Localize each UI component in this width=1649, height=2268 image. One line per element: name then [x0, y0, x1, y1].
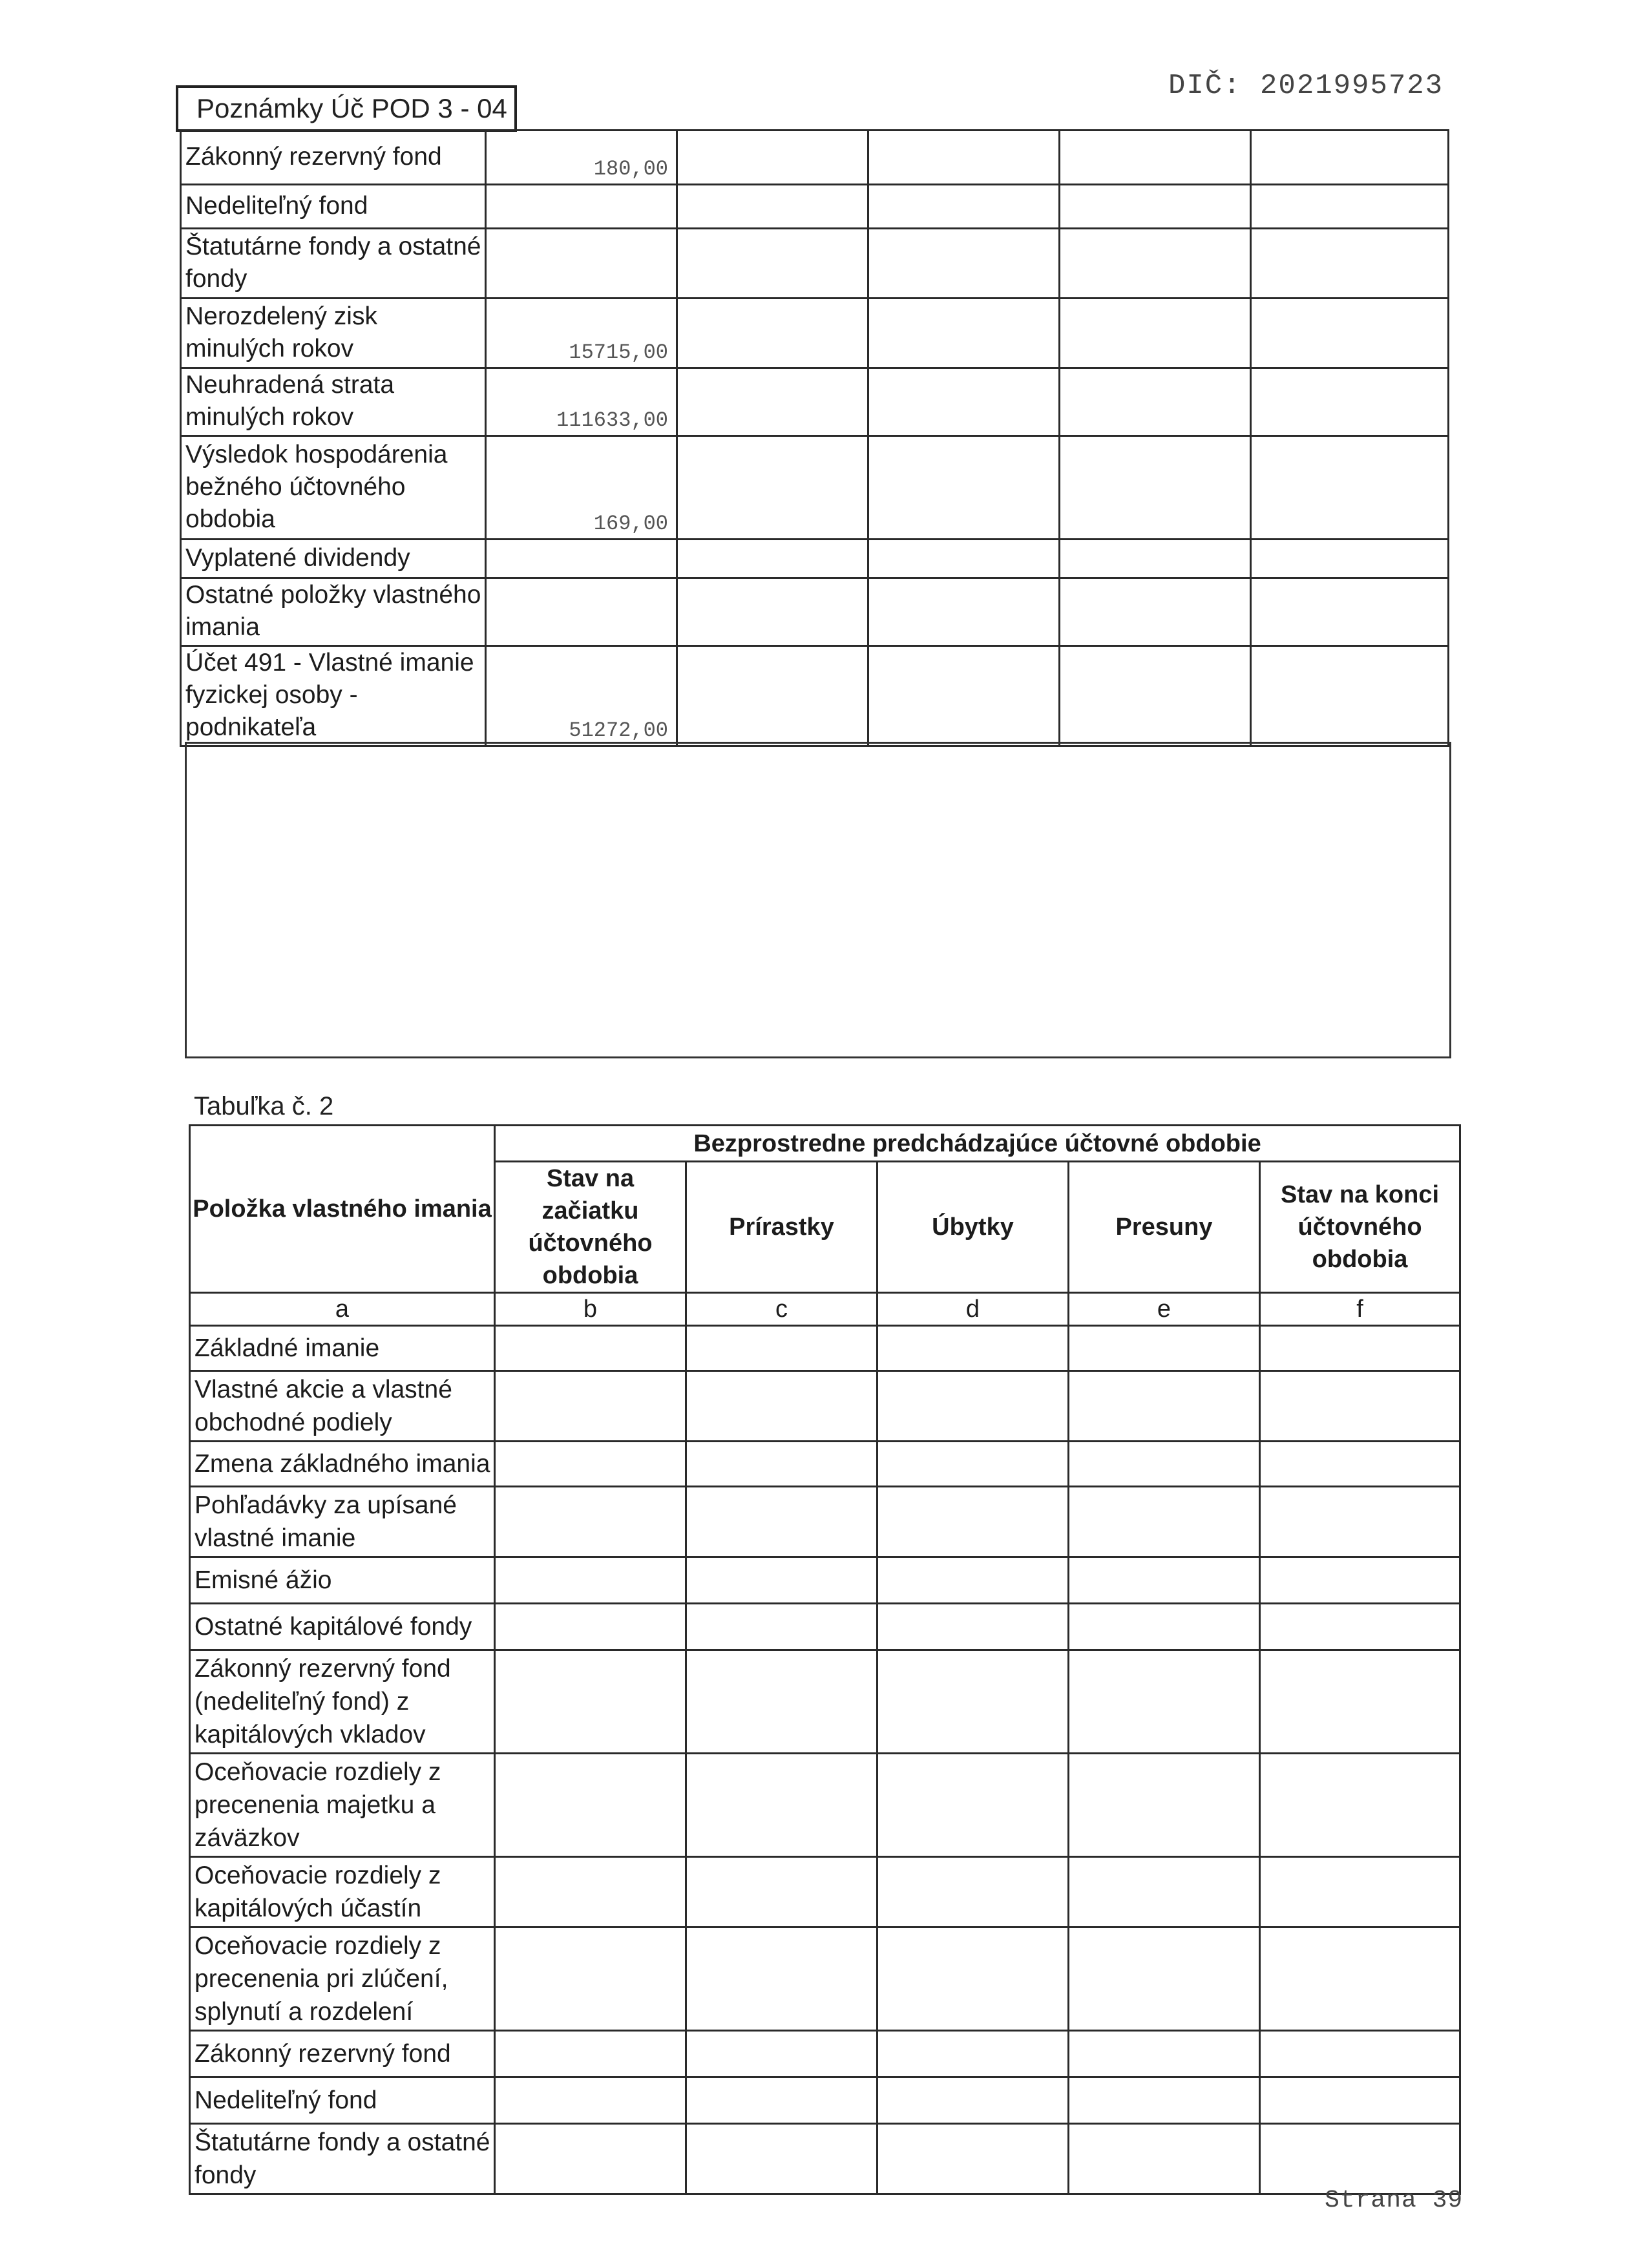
table2-caption: Tabuľka č. 2 [194, 1092, 334, 1120]
row-value [486, 540, 677, 578]
row-label: Štatutárne fondy a ostatné fondy [190, 2124, 495, 2194]
row-value: 180,00 [486, 131, 677, 185]
row-label: Štatutárne fondy a ostatné fondy [181, 229, 486, 299]
period-group-header: Bezprostredne predchádzajúce účtovné obdobie [495, 1126, 1460, 1162]
row-label: Základné imanie [190, 1326, 495, 1371]
table-header-row [190, 1126, 1460, 1162]
row-label: Oceňovacie rozdiely z precenenia majetku a záväzkov [190, 1754, 495, 1857]
row-label: Oceňovacie rozdiely z precenenia pri zlúčení, splynutí a rozdelení [190, 1927, 495, 2031]
row-label: Výsledok hospodárenia bežného účtovného obdobia [181, 436, 486, 540]
equity-changes-table [189, 1124, 1461, 2195]
notes-text-box [185, 742, 1451, 1058]
table-row [181, 540, 1449, 578]
row-value [486, 578, 677, 646]
row-label: Zmena základného imania [190, 1442, 495, 1487]
column-header: Prírastky [686, 1162, 877, 1293]
table-row [181, 131, 1449, 185]
table-row [181, 368, 1449, 436]
item-column-header: Položka vlastného imania [190, 1126, 495, 1293]
tax-id: DIČ: 2021995723 [1168, 70, 1444, 102]
table-row [190, 1857, 1460, 1927]
row-label: Vlastné akcie a vlastné obchodné podiely [190, 1371, 495, 1442]
column-header: Stav na začiatku účtovného obdobia [495, 1162, 686, 1293]
page-number: Strana 39 [1325, 2187, 1464, 2214]
column-header: Stav na konci účtovného obdobia [1260, 1162, 1460, 1293]
column-header: Presuny [1069, 1162, 1260, 1293]
row-label: Pohľadávky za upísané vlastné imanie [190, 1487, 495, 1557]
row-label: Účet 491 - Vlastné imanie fyzickej osoby - podnikateľa [181, 646, 486, 746]
table-row [190, 1326, 1460, 1371]
table-row [190, 2077, 1460, 2124]
column-letter: a [190, 1293, 495, 1326]
table-row [190, 1754, 1460, 1857]
notes-title-box: Poznámky Úč POD 3 - 04 [176, 85, 517, 132]
row-value [486, 229, 677, 299]
table-row [190, 1442, 1460, 1487]
row-value: 169,00 [486, 436, 677, 540]
table-row [181, 185, 1449, 229]
table-row [190, 1487, 1460, 1557]
column-letter: e [1069, 1293, 1260, 1326]
table-row [190, 2031, 1460, 2077]
table-row [181, 299, 1449, 368]
row-label: Ostatné položky vlastného imania [181, 578, 486, 646]
row-label: Ostatné kapitálové fondy [190, 1604, 495, 1650]
column-letter-row [190, 1293, 1460, 1326]
row-label: Zákonný rezervný fond [190, 2031, 495, 2077]
column-letter: d [877, 1293, 1069, 1326]
row-value: 111633,00 [486, 368, 677, 436]
table-row [181, 436, 1449, 540]
column-letter: b [495, 1293, 686, 1326]
row-label: Zákonný rezervný fond (nedeliteľný fond) z kapitálových vkladov [190, 1650, 495, 1754]
row-label: Oceňovacie rozdiely z kapitálových účastín [190, 1857, 495, 1927]
column-header: Úbytky [877, 1162, 1069, 1293]
equity-items-table [180, 129, 1449, 747]
table-row [181, 646, 1449, 746]
row-label: Nedeliteľný fond [190, 2077, 495, 2124]
row-label: Nerozdelený zisk minulých rokov [181, 299, 486, 368]
table-row [190, 1371, 1460, 1442]
row-label: Nedeliteľný fond [181, 185, 486, 229]
table-row [190, 1650, 1460, 1754]
row-value: 51272,00 [486, 646, 677, 746]
column-letter: c [686, 1293, 877, 1326]
table-row [190, 1927, 1460, 2031]
table-row [181, 578, 1449, 646]
table-row [181, 229, 1449, 299]
row-label: Vyplatené dividendy [181, 540, 486, 578]
table-row [190, 1557, 1460, 1604]
column-letter: f [1260, 1293, 1460, 1326]
row-value: 15715,00 [486, 299, 677, 368]
row-label: Zákonný rezervný fond [181, 131, 486, 185]
table-row [190, 1604, 1460, 1650]
row-value [486, 185, 677, 229]
row-label: Emisné ážio [190, 1557, 495, 1604]
table-row [190, 2124, 1460, 2194]
row-label: Neuhradená strata minulých rokov [181, 368, 486, 436]
